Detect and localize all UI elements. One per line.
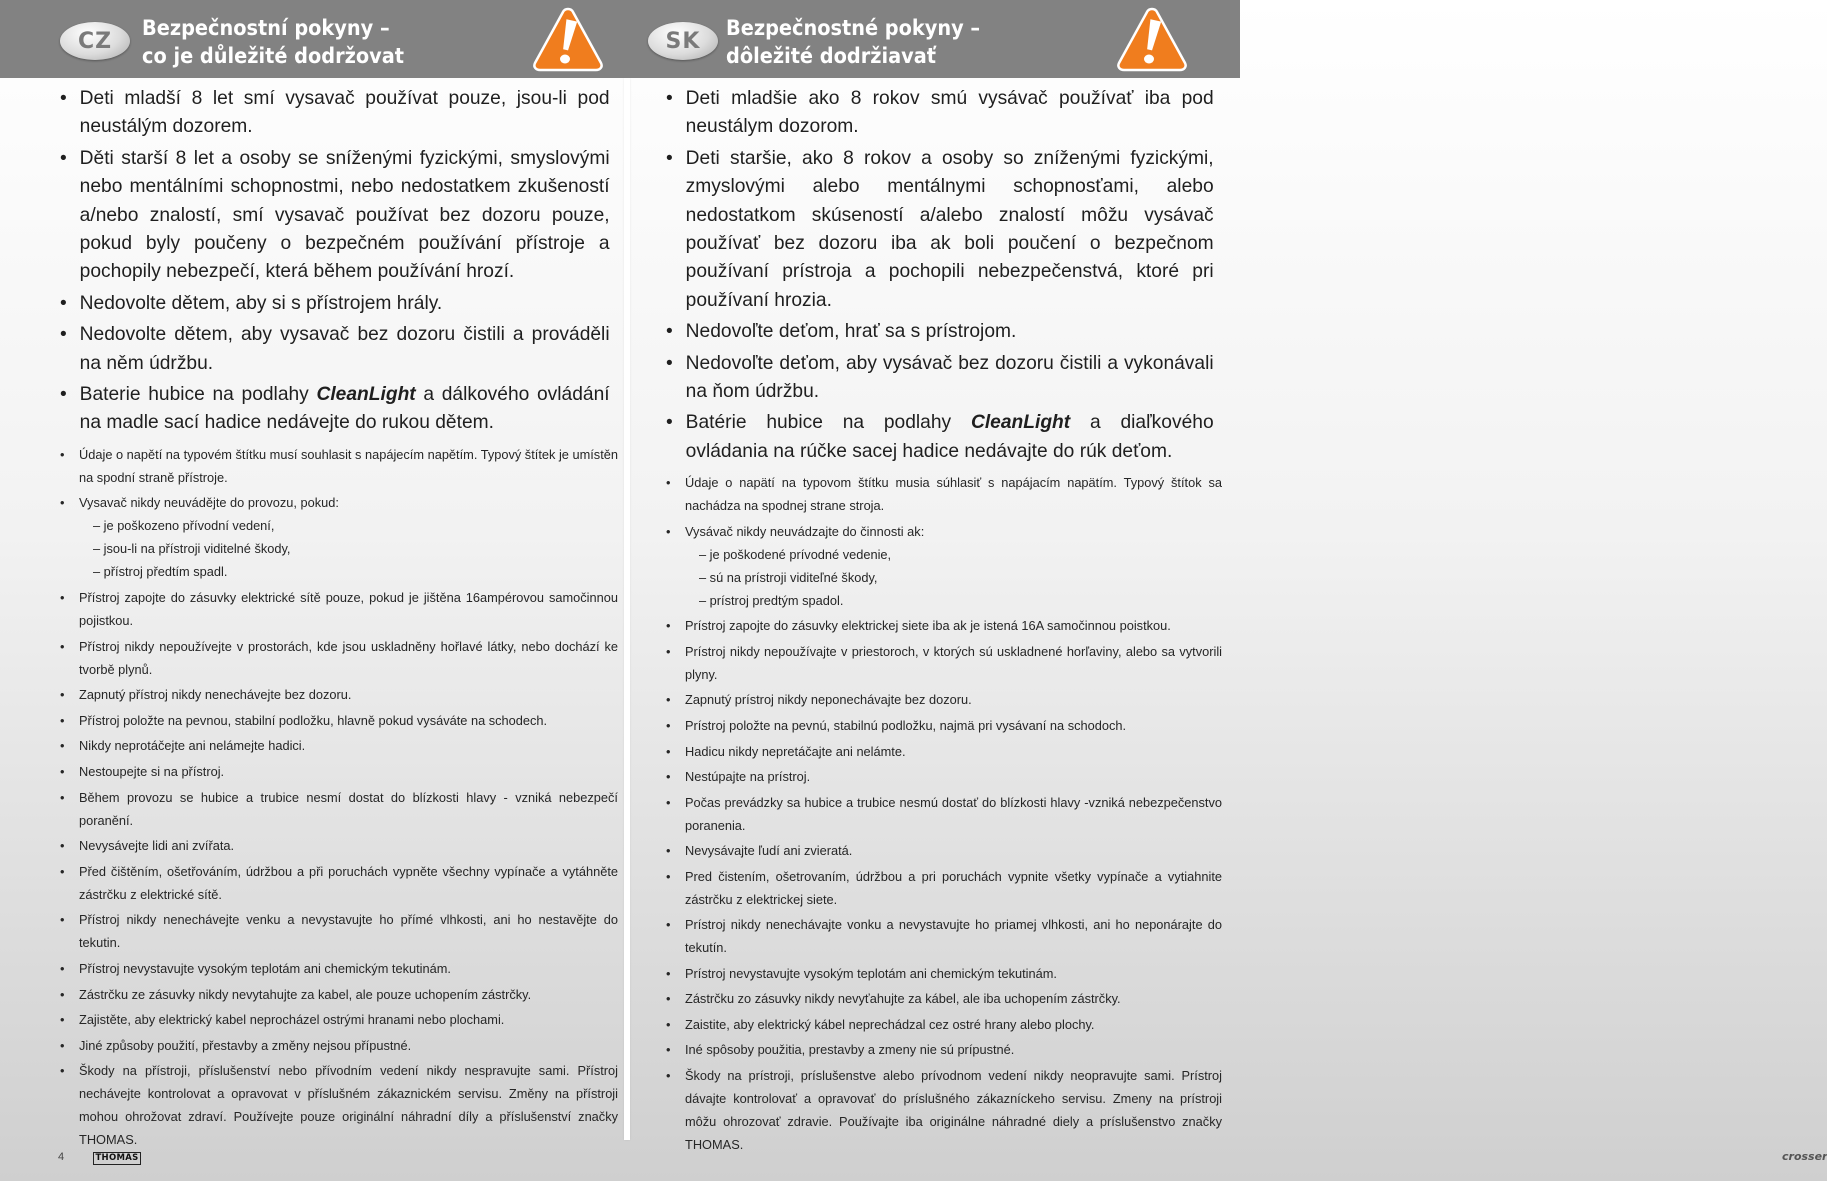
item-text: Deti mladšie ako 8 rokov smú vysávač používať iba pod neustálym dozorom.	[685, 87, 1214, 138]
brand-name: CleanLight	[316, 383, 416, 406]
item-text: Zapnutý přístroj nikdy nenechávejte bez dozoru.	[79, 687, 352, 703]
safety-item	[58, 443, 618, 489]
key-instruction-item	[664, 408, 1214, 465]
safety-item	[664, 520, 1222, 612]
item-text: Nevysávajte ľudí ani zvieratá.	[685, 843, 853, 859]
safety-item	[664, 740, 1222, 763]
warning-icon	[1116, 6, 1188, 72]
sub-item: – prístroj predtým spadol.	[699, 592, 844, 608]
safety-item	[664, 1038, 1222, 1061]
safety-item	[58, 635, 618, 681]
safety-item	[664, 1064, 1222, 1156]
safety-item	[664, 791, 1222, 837]
item-text: Přístroj zapojte do zásuvky elektrické sítě pouze, pokud je jištěna 16ampérovou samočinnou pojistkou.	[79, 590, 618, 629]
safety-item	[58, 734, 618, 757]
key-instruction-item	[664, 349, 1214, 406]
language-badge-sk	[648, 22, 718, 60]
item-text: Deti mladší 8 let smí vysavač používat pouze, jsou-li pod neustálým dozorem.	[79, 87, 610, 138]
item-text: Před čištěním, ošetřováním, údržbou a při poruchách vypněte všechny vypínače a vytáhněte zástrčku z elektrické sítě.	[79, 863, 618, 902]
key-instructions-sk	[664, 84, 1222, 465]
safety-item	[664, 765, 1222, 788]
safety-item	[58, 860, 618, 906]
safety-item	[664, 913, 1222, 959]
sub-item: – je poškozeno přívodní vedení,	[93, 518, 275, 534]
item-text: Přístroj nikdy nenechávejte venku a nevystavujte ho přímé vlhkosti, ani ho nestavějte do tekutin.	[79, 912, 618, 951]
item-text: Nedovoľte deťom, hrať sa s prístrojom.	[685, 320, 1017, 343]
safety-list-cz	[58, 443, 618, 1152]
safety-item	[664, 688, 1222, 711]
key-instruction-item	[58, 144, 610, 286]
item-text: Batérie hubice na podlahy	[685, 411, 971, 434]
key-instructions-cz	[58, 84, 618, 437]
brand-name: CleanLight	[970, 411, 1071, 434]
sub-item: – přístroj předtím spadl.	[93, 564, 228, 580]
safety-item	[664, 714, 1222, 737]
safety-item	[58, 760, 618, 783]
key-instruction-item	[58, 320, 610, 377]
key-instruction-item	[58, 84, 610, 141]
item-text: Prístroj nikdy nenechávajte vonku a nevystavujte ho priamej vlhkosti, ani ho neponárajte do tekutín.	[685, 917, 1222, 956]
safety-item	[58, 908, 618, 954]
safety-list-sk	[664, 471, 1222, 1156]
item-text: Nedovolte dětem, aby si s přístrojem hrály.	[79, 291, 443, 314]
item-text: Nevysávejte lidi ani zvířata.	[79, 838, 235, 854]
item-text: Prístroj zapojte do zásuvky elektrickej siete iba ak je istená 16A samočinnou poistkou.	[685, 618, 1171, 634]
title-line-2: co je důležité dodržovat	[142, 44, 404, 68]
item-text: Nikdy neprotáčejte ani nelámejte hadici.	[79, 738, 306, 754]
item-text: Děti starší 8 let a osoby se sníženými fyzickými, smyslovými nebo mentálními schopnostmi, nebo nedostatkem zkušeností a/nebo znalostí, smí vysavač používat bez dozoru pouze, pokud byly poučeny o bezpečném používání přístroje a pochopily nebezpečí, která během používání hrozí.	[79, 146, 610, 283]
page-cz	[0, 0, 620, 1181]
item-text: Nestoupejte si na přístroj.	[79, 764, 225, 780]
safety-item	[58, 1034, 618, 1057]
page-number: 4	[58, 1151, 65, 1163]
item-text: Zástrčku ze zásuvky nikdy nevytahujte za kabel, ale pouze uchopením zástrčky.	[79, 986, 532, 1002]
page-title-cz	[142, 14, 404, 70]
safety-item	[664, 839, 1222, 862]
thomas-logo: THOMAS	[93, 1152, 141, 1165]
item-text: Zaistite, aby elektrický kábel neprechádzal cez ostré hrany alebo plochy.	[685, 1016, 1095, 1032]
key-instruction-item	[664, 317, 1214, 345]
safety-item	[58, 834, 618, 857]
item-text: Škody na prístroji, príslušenstve alebo prívodnom vedení nikdy neopravujte sami. Prístroj dávajte kontrolovať a opravovať do príslušného zákazníckeho servisu. Zmeny na prístroji môžu ohrozovať zdravie. Používajte iba originálne náhradné diely a príslušenstvo značky THOMAS.	[685, 1068, 1222, 1153]
header-sk	[620, 0, 1240, 78]
item-text: Během provozu se hubice a trubice nesmí dostat do blízkosti hlavy - vzniká nebezpečí poranění.	[79, 789, 618, 828]
safety-item	[58, 709, 618, 732]
page-sk	[620, 0, 1827, 1181]
safety-item	[58, 1059, 618, 1151]
item-text: Přístroj nevystavujte vysokým teplotám ani chemickým tekutinám.	[79, 961, 451, 976]
item-text: Údaje o napětí na typovém štítku musí souhlasit s napájecím napětím. Typový štítek je umístěn na spodní straně přístroje.	[79, 446, 618, 485]
safety-item	[664, 987, 1222, 1010]
item-text: Nedovoľte deťom, aby vysávač bez dozoru čistili a vykonávali na ňom údržbu.	[685, 351, 1214, 403]
safety-item	[58, 957, 618, 980]
language-badge-cz	[60, 22, 130, 60]
title-line-1: Bezpečnostné pokyny –	[726, 16, 981, 40]
sub-item: – sú na prístroji viditeľné škody,	[699, 569, 878, 585]
header-cz	[0, 0, 620, 78]
content-sk	[664, 84, 1222, 1159]
item-text: Vysavač nikdy neuvádějte do provozu, pokud:	[79, 495, 339, 511]
crosser-logo: crosser	[1782, 1150, 1827, 1163]
item-text: Prístroj nikdy nepoužívajte v priestoroch, v ktorých sú uskladnené horľaviny, alebo sa vytvorili plyny.	[685, 643, 1222, 682]
item-text: Údaje o napätí na typovom štítku musia súhlasiť s napájacím napätím. Typový štítok sa nachádza na spodnej strane stroja.	[685, 475, 1222, 514]
item-text: Hadicu nikdy nepretáčajte ani nelámte.	[685, 743, 906, 759]
safety-item	[664, 865, 1222, 911]
badge-label: SK	[665, 28, 701, 54]
safety-item	[58, 1008, 618, 1031]
safety-item	[58, 586, 618, 632]
item-text: Přístroj položte na pevnou, stabilní podložku, hlavně pokud vysáváte na schodech.	[79, 712, 548, 728]
item-text: Prístroj položte na pevnú, stabilnú podložku, najmä pri vysávaní na schodoch.	[685, 718, 1127, 734]
item-text: Jiné způsoby použití, přestavby a změny nejsou přípustné.	[79, 1037, 412, 1053]
warning-icon	[532, 6, 604, 72]
safety-item	[58, 683, 618, 706]
item-text: Zapnutý prístroj nikdy neponechávajte bez dozoru.	[685, 692, 972, 708]
title-line-2: dôležité dodržiavať	[726, 44, 937, 68]
item-text: Počas prevádzky sa hubice a trubice nesmú dostať do blízkosti hlavy -vzniká nebezpečenstvo poranenia.	[685, 794, 1222, 833]
item-text: Iné spôsoby použitia, prestavby a zmeny nie sú prípustné.	[685, 1042, 1015, 1058]
badge-label: CZ	[77, 28, 113, 54]
item-text: Zástrčku zo zásuvky nikdy nevyťahujte za kábel, ale iba uchopením zástrčky.	[685, 991, 1121, 1007]
content-cz	[58, 84, 618, 1154]
sub-item: – jsou-li na přístroji viditelné škody,	[93, 541, 291, 557]
safety-item	[664, 1013, 1222, 1036]
safety-item	[664, 471, 1222, 517]
key-instruction-item	[58, 289, 610, 317]
item-text: Nestúpajte na prístroj.	[685, 769, 811, 785]
item-text: a dálkového ovládání na madle sací hadice nedávejte do rukou dětem.	[79, 383, 610, 434]
page-title-sk	[726, 14, 980, 70]
item-text: Nedovolte dětem, aby vysavač bez dozoru čistili a prováděli na něm údržbu.	[79, 323, 610, 374]
safety-item	[664, 962, 1222, 985]
safety-item	[58, 786, 618, 832]
item-text: Přístroj nikdy nepoužívejte v prostorách, kde jsou uskladněny hořlavé látky, nebo dochází ke tvorbě plynů.	[79, 638, 618, 677]
safety-item	[58, 983, 618, 1006]
key-instruction-item	[664, 144, 1214, 314]
item-text: Prístroj nevystavujte vysokým teplotám ani chemickým tekutinám.	[685, 965, 1057, 981]
safety-item	[664, 614, 1222, 637]
key-instruction-item	[58, 380, 610, 437]
safety-item	[58, 491, 618, 583]
item-text: Pred čistením, ošetrovaním, údržbou a pri poruchách vypnite všetky vypínače a vytiahnite zástrčku z elektrickej siete.	[685, 868, 1222, 907]
item-text: Baterie hubice na podlahy	[79, 383, 317, 406]
title-line-1: Bezpečnostní pokyny –	[142, 16, 390, 40]
safety-item	[664, 640, 1222, 686]
sub-item: – je poškodené prívodné vedenie,	[699, 546, 892, 562]
item-text: a diaľkového ovládania na rúčke sacej hadice nedávajte do rúk deťom.	[685, 411, 1214, 462]
item-text: Škody na přístroji, příslušenství nebo přívodním vedení nikdy nespravujte sami. Přístroj nechávejte kontrolovat a opravovat v příslušném zákaznickém servisu. Změny na přístroji mohou ohrožovat zdraví. Používejte pouze originální náhradní díly a příslušenství značky THOMAS.	[79, 1063, 618, 1148]
item-text: Deti staršie, ako 8 rokov a osoby so zníženými fyzickými, zmyslovými alebo mentálnymi schopnosťami, alebo nedostatkom skúseností a/alebo znalostí môžu vysávač používať bez dozoru iba ak boli poučení o bezpečnom používaní prístroja a pochopili nebezpečenstvá, ktoré pri používaní hrozia.	[685, 146, 1214, 311]
item-text: Zajistěte, aby elektrický kabel neprocházel ostrými hranami nebo plochami.	[79, 1012, 505, 1028]
item-text: Vysávač nikdy neuvádzajte do činnosti ak:	[685, 523, 925, 539]
key-instruction-item	[664, 84, 1214, 141]
